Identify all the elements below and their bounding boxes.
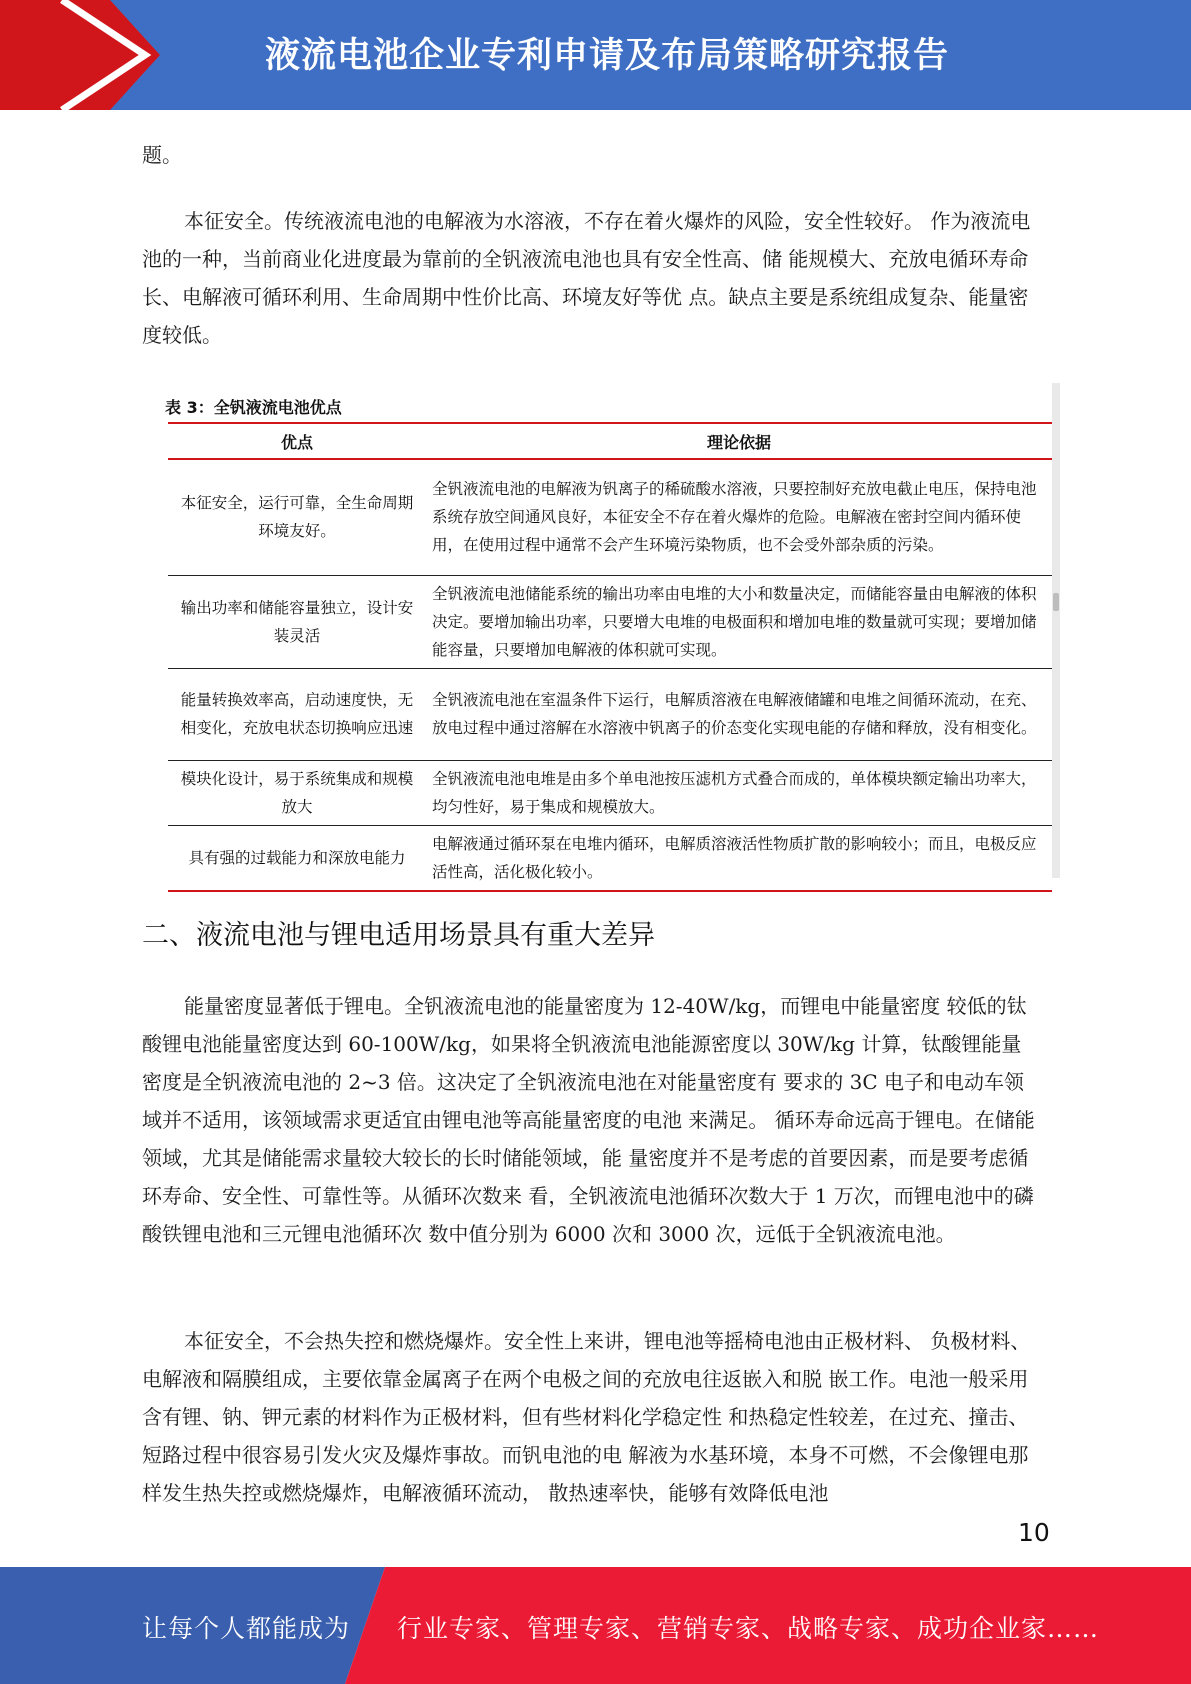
section-heading: 二、液流电池与锂电适用场景具有重大差异 — [142, 920, 655, 951]
advantage-cell: 输出功率和储能容量独立，设计安装灵活 — [168, 575, 426, 668]
footer-slogan-left: 让每个人都能成为 — [142, 1614, 351, 1643]
column-header-advantage: 优点 — [168, 423, 426, 459]
body-paragraph — [142, 1322, 1040, 1512]
basis-cell: 全钒液流电池储能系统的输出功率由电堆的大小和数量决定，而储能容量由电解液的体积决定。要增加输出功率，只要增大电堆的电极面积和增加电堆的数量就可实现；要增加储能容量，只要增加电解液的体积就可实现。 — [426, 575, 1052, 668]
paragraph-text: 题。 — [142, 143, 182, 167]
paragraph-text: 本征安全。传统液流电池的电解液为水溶液，不存在着火爆炸的风险，安全性较好。 作为液流电池的一种，当前商业化进度最为靠前的全钒液流电池也具有安全性高、储 能规模大、充放电循环寿命长、电解液可循环利用、生命周期中性价比高、环境友好等优 点。缺点主要是系统组成复杂、能量密度较低。 — [142, 209, 1031, 347]
basis-cell: 全钒液流电池在室温条件下运行，电解质溶液在电解液储罐和电堆之间循环流动，在充、放电过程中通过溶解在水溶液中钒离子的价态变化实现电能的存储和释放，没有相变化。 — [426, 668, 1052, 760]
table-figure — [160, 383, 1060, 881]
advantage-cell: 模块化设计，易于系统集成和规模放大 — [168, 760, 426, 825]
table-row — [168, 668, 1052, 760]
table-row — [168, 760, 1052, 825]
body-paragraph — [142, 202, 1040, 354]
table-row — [168, 575, 1052, 668]
paragraph-text: 本征安全，不会热失控和燃烧爆炸。安全性上来讲，锂电池等摇椅电池由正极材料、 负极材料、电解液和隔膜组成，主要依靠金属离子在两个电极之间的充放电往返嵌入和脱 嵌工作。电池一般采用含有锂、钠、钾元素的材料作为正极材料，但有些材料化学稳定性 和热稳定性较差，在过充、撞击、短路过程中很容易引发火灾及爆炸事故。而钒电池的电 解液为水基环境，本身不可燃，不会像锂电那样发生热失控或燃烧爆炸，电解液循环流动， 散热速率快，能够有效降低电池 — [142, 1329, 1031, 1505]
table-caption: 表 3：全钒液流电池优点 — [165, 398, 342, 417]
basis-cell: 电解液通过循环泵在电堆内循环，电解质溶液活性物质扩散的影响较小；而且，电极反应活性高，活化极化较小。 — [426, 825, 1052, 891]
advantage-cell: 本征安全，运行可靠，全生命周期环境友好。 — [168, 459, 426, 575]
page-number: 10 — [1018, 1518, 1050, 1547]
footer-slogan-right: 行业专家、管理专家、营销专家、战略专家、成功企业家…… — [397, 1614, 1100, 1643]
table-header-row — [168, 423, 1052, 459]
page-footer — [0, 1567, 1191, 1684]
body-paragraph — [142, 987, 1040, 1253]
advantage-cell: 具有强的过载能力和深放电能力 — [168, 825, 426, 891]
body-paragraph-fragment — [142, 136, 1040, 174]
basis-cell: 全钒液流电池的电解液为钒离子的稀硫酸水溶液，只要控制好充放电截止电压，保持电池系统存放空间通风良好，本征安全不存在着火爆炸的危险。电解液在密封空间内循环使用，在使用过程中通常不会产生环境污染物质，也不会受外部杂质的污染。 — [426, 459, 1052, 575]
figure-scrollbar-track[interactable] — [1052, 383, 1060, 878]
basis-cell: 全钒液流电池电堆是由多个单电池按压滤机方式叠合而成的，单体模块额定输出功率大，均匀性好，易于集成和规模放大。 — [426, 760, 1052, 825]
advantages-table — [168, 422, 1052, 892]
page-header — [0, 0, 1191, 110]
figure-scrollbar-thumb[interactable] — [1053, 593, 1059, 611]
table-row — [168, 825, 1052, 891]
header-chevron-arrow-icon — [0, 0, 160, 110]
paragraph-text: 能量密度显著低于锂电。全钒液流电池的能量密度为 12-40W/kg，而锂电中能量密度 较低的钛酸锂电池能量密度达到 60-100W/kg，如果将全钒液流电池能源密度以 30W/kg 计算，钛酸锂能量密度是全钒液流电池的 2~3 倍。这决定了全钒液流电池在对能量密度有 要求的 3C 电子和电动车领域并不适用，该领域需求更适宜由锂电池等高能量密度的电池 来满足。 循环寿命远高于锂电。在储能领域，尤其是储能需求量较大较长的长时储能领域，能 量密度并不是考虑的首要因素，而是要考虑循环寿命、安全性、可靠性等。从循环次数来 看，全钒液流电池循环次数大于 1 万次，而锂电池中的磷酸铁锂电池和三元锂电池循环次 数中值分别为 6000 次和 3000 次，远低于全钒液流电池。 — [142, 994, 1035, 1246]
report-title: 液流电池企业专利申请及布局策略研究报告 — [265, 36, 950, 76]
advantage-cell: 能量转换效率高，启动速度快，无相变化，充放电状态切换响应迅速 — [168, 668, 426, 760]
table-row — [168, 459, 1052, 575]
column-header-basis: 理论依据 — [426, 423, 1052, 459]
